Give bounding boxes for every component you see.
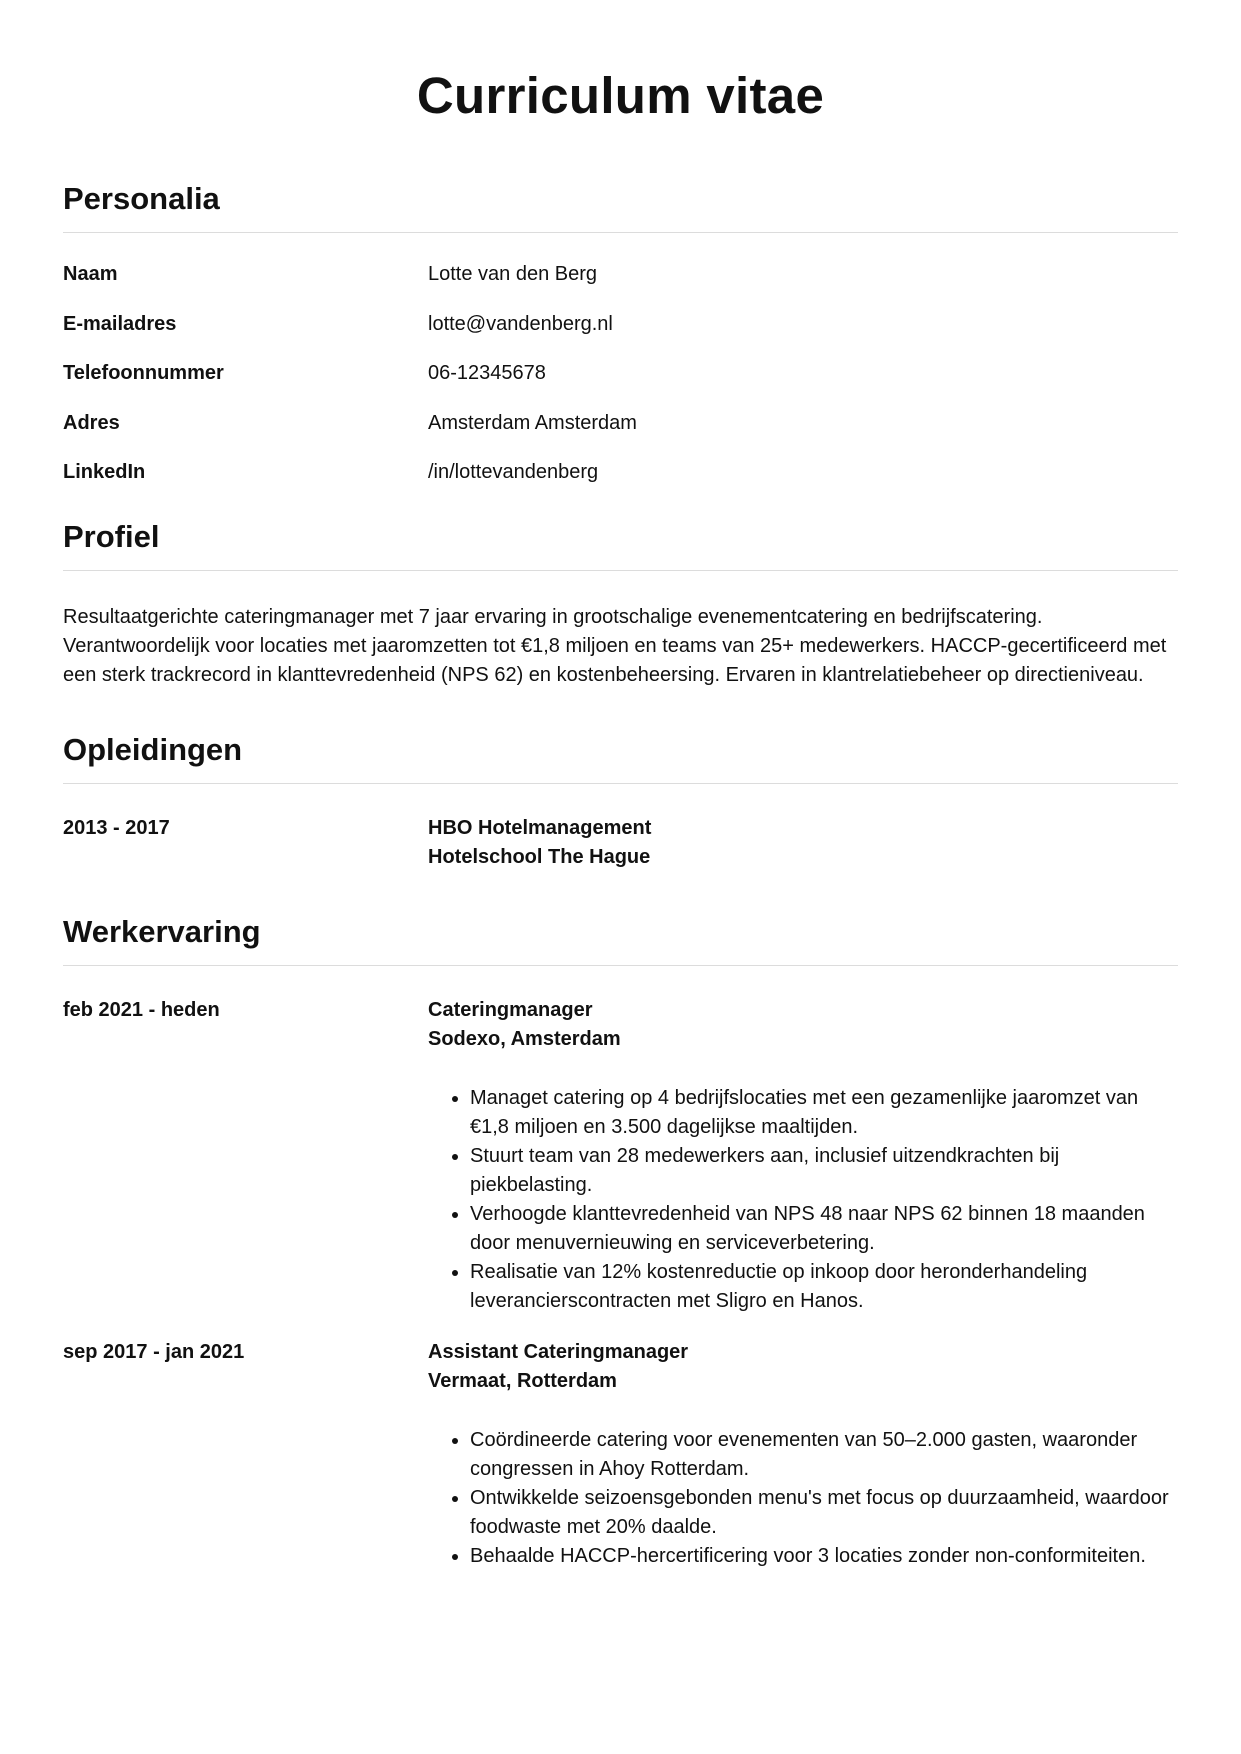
education-title: HBO Hotelmanagement: [428, 816, 652, 839]
education-entry: [63, 814, 1178, 872]
personalia-table: [63, 233, 1178, 498]
section-heading-opleidingen: Opleidingen: [63, 731, 1178, 784]
field-value: Lotte van den Berg: [428, 263, 598, 285]
experience-period: sep 2017 - jan 2021: [63, 1340, 245, 1363]
field-value: /in/lottevandenberg: [428, 461, 599, 483]
list-item: • Coördineerde catering voor evenementen van 50–2.000 gasten, waaronder congressen in Ahoy Rotterdam.: [470, 1426, 1178, 1484]
field-label: Naam: [63, 263, 118, 285]
list-item: • Ontwikkelde seizoensgebonden menu's met focus op duurzaamheid, waardoor foodwaste met 20% daalde.: [470, 1484, 1178, 1542]
list-item: • Stuurt team van 28 medewerkers aan, inclusief uitzendkrachten bij piekbelasting.: [470, 1142, 1178, 1200]
section-heading-personalia: Personalia: [63, 180, 1178, 233]
personalia-row-naam: [63, 250, 1178, 300]
experience-entry: [63, 1338, 1178, 1571]
education-institution: Hotelschool The Hague: [428, 845, 651, 868]
experience-entry: [63, 996, 1178, 1316]
section-opleidingen: [63, 731, 1178, 872]
list-item: • Realisatie van 12% kostenreductie op inkoop door heronderhandeling leverancierscontracten met Sligro en Hanos.: [470, 1258, 1178, 1316]
section-werkervaring: [63, 913, 1178, 1571]
profile-text: Resultaatgerichte cateringmanager met 7 jaar ervaring in grootschalige evenementcatering en bedrijfscatering. Verantwoordelijk voor locaties met jaaromzetten tot €1,8 miljoen en teams van 25+ medewerkers. HACCP-gecertificeerd met een sterk trackrecord in klanttevredenheid (NPS 62) en kostenbeheersing. Ervaren in klantrelatiebeheer op directieniveau.: [63, 605, 1167, 686]
field-label: Telefoonnummer: [63, 362, 224, 384]
section-heading-profiel: Profiel: [63, 518, 1178, 571]
experience-bullets: [428, 1426, 1178, 1571]
section-personalia: [63, 180, 1178, 498]
personalia-row-telefoon: [63, 349, 1178, 399]
personalia-row-adres: [63, 399, 1178, 449]
document-title: Curriculum vitae: [416, 67, 825, 124]
experience-bullets: [428, 1084, 1178, 1316]
field-value: lotte@vandenberg.nl: [428, 312, 613, 335]
section-profiel: [63, 518, 1178, 690]
experience-company: Vermaat, Rotterdam: [428, 1369, 617, 1392]
field-label: E-mailadres: [63, 312, 177, 335]
field-label: LinkedIn: [63, 461, 146, 483]
education-period: 2013 - 2017: [63, 816, 170, 839]
experience-period: feb 2021 - heden: [63, 998, 220, 1021]
education-list: [63, 784, 1178, 872]
experience-title: Assistant Cateringmanager: [428, 1340, 689, 1363]
personalia-row-email: [63, 300, 1178, 350]
experience-company: Sodexo, Amsterdam: [428, 1027, 621, 1050]
field-label: Adres: [63, 411, 120, 434]
field-value: Amsterdam Amsterdam: [428, 411, 637, 434]
section-heading-werkervaring: Werkervaring: [63, 913, 1178, 966]
personalia-row-linkedin: [63, 448, 1178, 498]
experience-list: [63, 966, 1178, 1571]
experience-title: Cateringmanager: [428, 998, 593, 1021]
list-item: • Verhoogde klanttevredenheid van NPS 48 naar NPS 62 binnen 18 maanden door menuvernieuwing en serviceverbetering.: [470, 1200, 1178, 1258]
list-item: • Managet catering op 4 bedrijfslocaties met een gezamenlijke jaaromzet van €1,8 miljoen en 3.500 dagelijkse maaltijden.: [470, 1084, 1178, 1142]
field-value: 06-12345678: [428, 362, 546, 384]
cv-page: [63, 0, 1178, 1571]
list-item: • Behaalde HACCP-hercertificering voor 3 locaties zonder non-conformiteiten.: [470, 1542, 1178, 1571]
